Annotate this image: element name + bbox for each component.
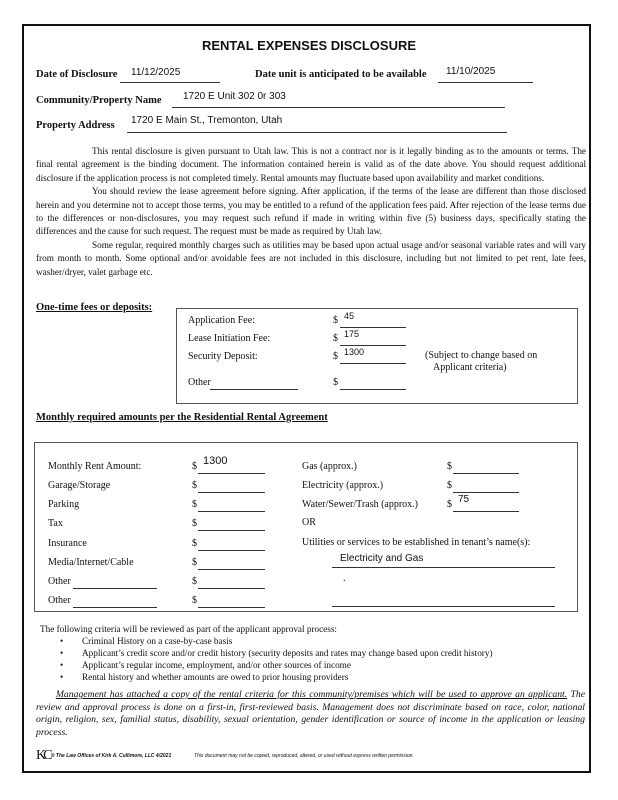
monthly-label: Other bbox=[48, 595, 71, 606]
fee-label: Lease Initiation Fee: bbox=[188, 333, 271, 344]
monthly-amount-line bbox=[198, 530, 265, 531]
currency-symbol: $ bbox=[192, 538, 197, 549]
monthly-amount-line bbox=[198, 550, 265, 551]
criteria-item: • Applicant’s regular income, employment, and/or other sources of income bbox=[82, 659, 493, 671]
currency-symbol: $ bbox=[192, 461, 197, 472]
criteria-item: • Criminal History on a case-by-case basis bbox=[82, 635, 493, 647]
utility-amount-line bbox=[453, 492, 519, 493]
date-available-label: Date unit is anticipated to be available bbox=[255, 69, 427, 80]
fee-label: Other bbox=[188, 377, 211, 388]
currency-symbol: $ bbox=[192, 557, 197, 568]
management-rest: The review and approval process is done on a first-in, first-reviewed basis. Management does not discriminate based on race, color, national origin, religion, sex, familial status, disability, sexual orientation, gender identification or source of income in the application or leasing process. bbox=[36, 689, 586, 738]
currency-symbol: $ bbox=[192, 499, 197, 510]
utility-label: Gas (approx.) bbox=[302, 461, 357, 472]
community-field[interactable]: 1720 E Unit 302 0r 303 bbox=[183, 91, 286, 102]
currency-symbol: $ bbox=[333, 333, 338, 344]
fee-amount-field[interactable]: 45 bbox=[344, 311, 355, 321]
monthly-amount-line bbox=[198, 569, 265, 570]
monthly-amount-field[interactable]: 1300 bbox=[203, 455, 228, 467]
monthly-heading: Monthly required amounts per the Residential Rental Agreement bbox=[36, 412, 328, 423]
monthly-label: Parking bbox=[48, 499, 80, 510]
other-name-line bbox=[73, 607, 157, 608]
currency-symbol: $ bbox=[447, 480, 452, 491]
currency-symbol: $ bbox=[192, 576, 197, 587]
currency-symbol: $ bbox=[192, 480, 197, 491]
utilities-field-2[interactable]: . bbox=[343, 573, 346, 584]
footer bbox=[36, 748, 414, 764]
paragraph: Some regular, required monthly charges such as utilities may be based upon actual usage and/or seasonal variable rates and will vary from month to month. Some optional and/or avoidable fees are not included in this disclosure, including but not limited to pet rent, late fees, washer/dryer, valet garbage etc. bbox=[36, 239, 586, 277]
fee-amount-line bbox=[340, 345, 406, 346]
monthly-amount-line bbox=[198, 492, 265, 493]
utility-amount-line bbox=[453, 511, 519, 512]
community-line bbox=[172, 107, 505, 108]
address-field[interactable]: 1720 E Main St., Tremonton, Utah bbox=[131, 115, 283, 126]
date-of-disclosure-field[interactable]: 11/12/2025 bbox=[131, 67, 181, 78]
monthly-label: Tax bbox=[48, 518, 63, 529]
footer-copyright: ® The Law Offices of Kirk A. Cullimore, LLC 4/2021 bbox=[50, 753, 172, 759]
utility-label: Water/Sewer/Trash (approx.) bbox=[302, 499, 419, 510]
fee-amount-field[interactable]: 175 bbox=[344, 329, 360, 339]
disclosure-text bbox=[36, 145, 586, 279]
utility-amount-line bbox=[453, 473, 519, 474]
currency-symbol: $ bbox=[333, 377, 338, 388]
currency-symbol: $ bbox=[447, 499, 452, 510]
other-name-line bbox=[73, 588, 157, 589]
date-available-line bbox=[438, 82, 533, 83]
monthly-label: Monthly Rent Amount: bbox=[48, 461, 142, 472]
fee-label: Security Deposit: bbox=[188, 351, 258, 362]
one-time-heading: One-time fees or deposits: bbox=[36, 302, 153, 313]
subject-note-2: Applicant criteria) bbox=[433, 362, 507, 373]
fee-amount-line bbox=[340, 389, 406, 390]
criteria-intro: The following criteria will be reviewed as part of the applicant approval process: bbox=[40, 624, 337, 634]
monthly-amount-line bbox=[198, 473, 265, 474]
currency-symbol: $ bbox=[333, 315, 338, 326]
date-of-disclosure-label: Date of Disclosure bbox=[36, 69, 118, 80]
footer-notice: This document may not be copied, reproduced, altered, or used without express written permission. bbox=[194, 753, 414, 759]
utilities-label: Utilities or services to be established in tenant’s name(s): bbox=[302, 537, 531, 548]
date-available-field[interactable]: 11/10/2025 bbox=[446, 66, 496, 77]
utility-amount-field[interactable]: 75 bbox=[458, 494, 470, 505]
monthly-amount-line bbox=[198, 607, 265, 608]
management-statement bbox=[36, 689, 585, 739]
address-line bbox=[127, 132, 507, 133]
community-label: Community/Property Name bbox=[36, 95, 162, 106]
or-label: OR bbox=[302, 517, 316, 528]
criteria-section bbox=[40, 623, 493, 683]
paragraph: You should review the lease agreement before signing. After application, if the terms of the lease are different than those disclosed herein and you determine not to accept those terms, you may be entitled to a refund of the application fees paid. After rejection of the lease terms due to the differences or non-disclosures, you may request such refund if made in writing within five (5) business days, specifically stating the differences and the cause for such request. The request must be made as required by Utah law. bbox=[36, 186, 586, 237]
paragraph: This rental disclosure is given pursuant to Utah law. This is not a contract nor is it legally binding as to the amounts or terms. The final rental agreement is the binding document. The information contained herein is valid as of the date above. You should request additional disclosure if the application process is not completed timely. Rental amounts may fluctuate based upon availability and market conditions. bbox=[36, 146, 586, 183]
currency-symbol: $ bbox=[447, 461, 452, 472]
monthly-label: Media/Internet/Cable bbox=[48, 557, 134, 568]
utility-label: Electricity (approx.) bbox=[302, 480, 384, 491]
page-title: RENTAL EXPENSES DISCLOSURE bbox=[201, 38, 417, 53]
monthly-label: Other bbox=[48, 576, 71, 587]
management-underlined: Management has attached a copy of the rental criteria for this community/premises which will be used to approve an applicant. bbox=[55, 689, 568, 700]
fee-label: Application Fee: bbox=[188, 315, 255, 326]
fee-amount-line bbox=[340, 363, 406, 364]
utilities-line-2 bbox=[332, 606, 555, 607]
monthly-label: Garage/Storage bbox=[48, 480, 111, 491]
currency-symbol: $ bbox=[333, 351, 338, 362]
criteria-item: • Applicant’s credit score and/or credit history (security deposits and rates may change based upon credit history) bbox=[82, 647, 493, 659]
monthly-label: Insurance bbox=[48, 538, 87, 549]
utilities-field[interactable]: Electricity and Gas bbox=[340, 553, 424, 564]
subject-note: (Subject to change based on bbox=[425, 350, 538, 361]
fee-amount-field[interactable]: 1300 bbox=[344, 347, 365, 357]
address-label: Property Address bbox=[36, 120, 115, 131]
currency-symbol: $ bbox=[192, 595, 197, 606]
kc-logo: KC bbox=[36, 748, 50, 763]
monthly-amount-line bbox=[198, 588, 265, 589]
fee-amount-line bbox=[340, 327, 406, 328]
monthly-amount-line bbox=[198, 511, 265, 512]
criteria-item: • Rental history and whether amounts are owed to prior housing providers bbox=[82, 671, 493, 683]
other-fee-name-line bbox=[210, 389, 298, 390]
date-of-disclosure-line bbox=[120, 82, 220, 83]
utilities-line bbox=[332, 567, 555, 568]
currency-symbol: $ bbox=[192, 518, 197, 529]
